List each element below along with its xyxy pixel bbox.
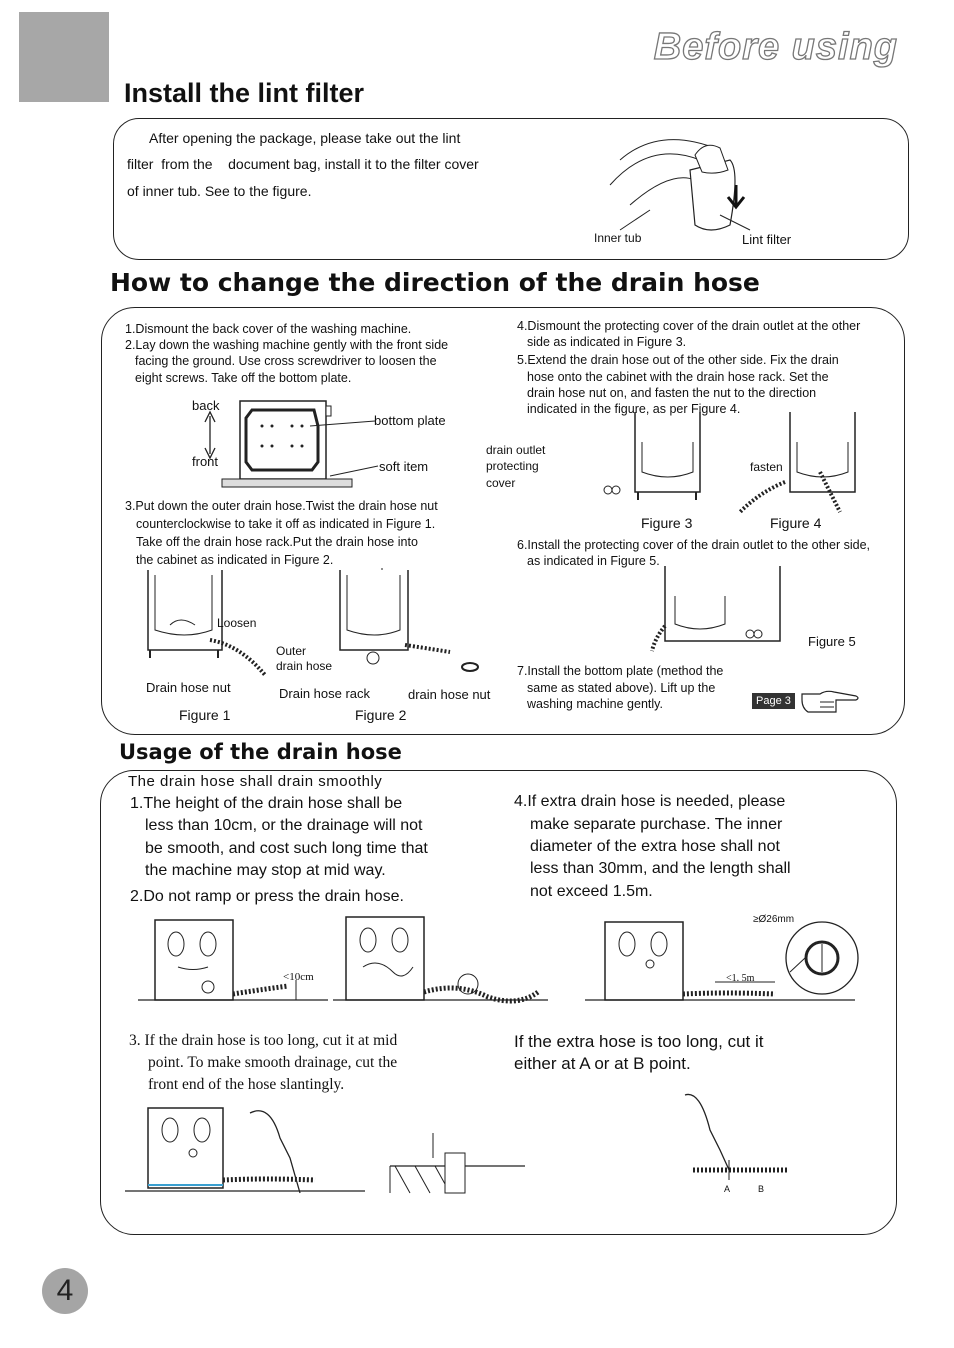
lint-text-1: After opening the package, please take out the lint [149, 130, 461, 146]
step-1: 1.Dismount the back cover of the washing machine. [125, 322, 412, 336]
lint-filter-heading: Install the lint filter [124, 78, 365, 108]
figure-5-illustration [650, 566, 790, 656]
label-drain-hose-nut: Drain hose nut [146, 680, 231, 695]
label-inner-tub: Inner tub [594, 231, 642, 245]
page-number: 4 [42, 1268, 88, 1314]
label-lint-filter: Lint filter [742, 232, 792, 247]
pointing-hand-icon [800, 688, 860, 716]
label-soft-item: soft item [379, 459, 429, 474]
usage-item-4c: diameter of the extra hose shall not [530, 838, 780, 855]
usage-item-4b: make separate purchase. The inner [530, 816, 783, 833]
label-loosen: Loosen [217, 616, 257, 630]
label-drain-outlet: drain outlet [486, 443, 546, 457]
usage-subheading: The drain hose shall drain smoothly [128, 773, 383, 790]
step-2a: 2.Lay down the washing machine gently with the front side [125, 338, 449, 352]
step-5a: 5.Extend the drain hose out of the other side. Fix the drain [517, 353, 839, 367]
usage-item-3c: front end of the hose slantingly. [148, 1076, 345, 1093]
label-drain-hose-rack: Drain hose rack [279, 686, 371, 701]
step-3d: the cabinet as indicated in Figure 2. [136, 553, 334, 567]
cut-point-illustration [675, 1090, 805, 1185]
page-3-tag[interactable]: Page 3 [752, 693, 795, 709]
extra-hose-illustration [585, 912, 865, 1007]
step-7a: 7.Install the bottom plate (method the [517, 664, 724, 678]
label-front: front [192, 454, 219, 469]
lint-text-3: of inner tub. See to the figure. [127, 183, 312, 199]
usage-item-3b: point. To make smooth drainage, cut the [148, 1054, 398, 1071]
figure-3-4-illustration [590, 412, 860, 522]
label-10cm: <10cm [283, 971, 314, 983]
usage-item-2: 2.Do not ramp or press the drain hose. [130, 888, 404, 905]
usage-item-1a: 1.The height of the drain hose shall be [130, 795, 403, 812]
step-3c: Take off the drain hose rack.Put the drain hose into [136, 535, 418, 549]
label-point-a: A [724, 1184, 731, 1194]
usage-item-4d: less than 30mm, and the length shall [530, 860, 791, 877]
label-fasten: fasten [750, 460, 783, 474]
drain-height-illustration [138, 912, 558, 1012]
bottom-plate-illustration [200, 396, 350, 496]
label-figure-1: Figure 1 [179, 707, 231, 723]
step-3b: counterclockwise to take it off as indicated in Figure 1. [136, 517, 436, 531]
label-figure-5: Figure 5 [808, 634, 856, 649]
label-figure-2: Figure 2 [355, 707, 407, 723]
extra-hose-text-a: If the extra hose is too long, cut it [514, 1032, 764, 1051]
extra-hose-text-b: either at A or at B point. [514, 1054, 691, 1073]
label-drain-hose-nut-2: drain hose nut [408, 687, 491, 702]
step-5b: hose onto the cabinet with the drain hose rack. Set the [527, 370, 829, 384]
step-5c: drain hose nut on, and fasten the nut to the direction [527, 386, 817, 400]
label-figure-4: Figure 4 [770, 515, 822, 531]
label-back: back [192, 398, 220, 413]
step-3a: 3.Put down the outer drain hose.Twist the drain hose nut [125, 499, 438, 513]
label-bottom-plate: bottom plate [374, 413, 446, 428]
lint-filter-illustration [590, 130, 810, 240]
usage-item-3a: 3. If the drain hose is too long, cut it at mid [129, 1032, 398, 1049]
cut-hose-illustration [125, 1098, 545, 1198]
lint-text-2: filter from the document bag, install it to the filter cover [127, 156, 479, 172]
usage-heading: Usage of the drain hose [119, 740, 402, 764]
step-2b: facing the ground. Use cross screwdriver to loosen the [135, 354, 437, 368]
step-5d: indicated in the figure, as per Figure 4. [527, 402, 741, 416]
label-figure-3: Figure 3 [641, 515, 693, 531]
step-4b: side as indicated in Figure 3. [527, 335, 687, 349]
drain-direction-heading: How to change the direction of the drain hose [110, 268, 760, 297]
step-7c: washing machine gently. [527, 697, 663, 711]
label-26mm: ≥Ø26mm [753, 914, 795, 925]
section-title: Before using [653, 26, 898, 68]
label-drain-hose: drain hose [276, 659, 333, 673]
label-point-b: B [758, 1184, 765, 1194]
step-6b: as indicated in Figure 5. [527, 554, 660, 568]
corner-gray-block [19, 12, 109, 102]
usage-item-1d: the machine may stop at mid way. [145, 862, 386, 879]
step-2c: eight screws. Take off the bottom plate. [135, 371, 352, 385]
usage-item-1c: be smooth, and cost such long time that [145, 840, 428, 857]
label-cover: cover [486, 476, 516, 490]
step-7b: same as stated above). Lift up the [527, 681, 716, 695]
usage-item-4a: 4.If extra drain hose is needed, please [514, 793, 786, 810]
step-6a: 6.Install the protecting cover of the drain outlet to the other side, [517, 538, 870, 552]
label-outer: Outer [276, 644, 307, 658]
label-protecting: protecting [486, 459, 539, 473]
step-4a: 4.Dismount the protecting cover of the drain outlet at the other [517, 319, 861, 333]
label-1-5m: <1. 5m [726, 973, 755, 984]
usage-item-4e: not exceed 1.5m. [530, 883, 653, 900]
usage-item-1b: less than 10cm, or the drainage will not [145, 817, 423, 834]
